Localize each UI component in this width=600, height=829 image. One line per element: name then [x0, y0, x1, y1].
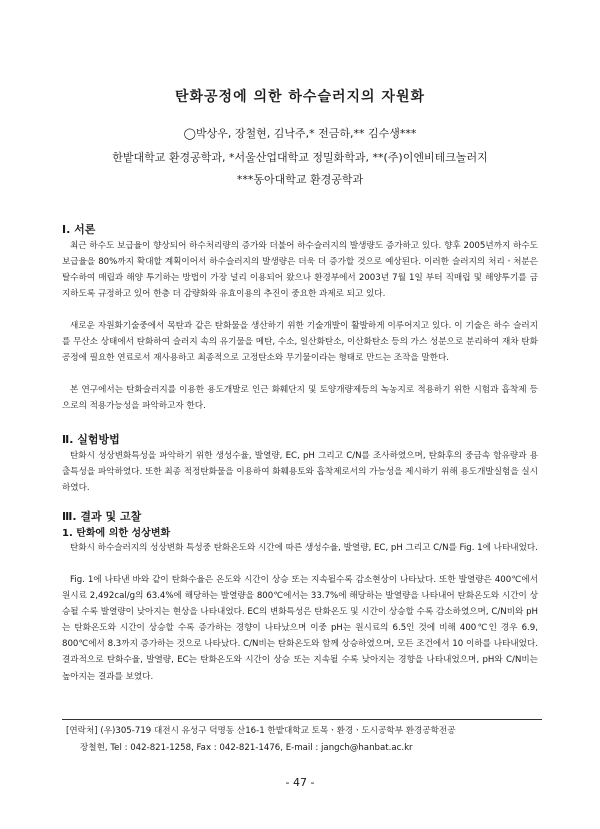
affiliation-line-1: 한밭대학교 환경공학과, *서울산업대학교 정밀화학과, **(주)이엔비테크놀러지 [112, 151, 488, 164]
methods-heading: Ⅱ. 실험방법 [62, 433, 120, 446]
results-subheading: 1. 탄화에 의한 성상변화 [62, 528, 171, 539]
intro-paragraph-2: 새로운 자원화기술중에서 목탄과 같은 탄화물을 생산하기 위한 기술개발이 활발하게 이루어지고 있다. 이 기술은 하수 슬러지를 무산소 상태에서 탄화하여 슬러지 속의 유기물을 메탄, 수소, 일산화탄소, 이산화탄소 등의 가스 성분으로 분리하여 재차 탄화공정에 필요한 연료로서 재사용하고 최종적으로 고정탄소와 무기물이라는 형태로 만드는 조작을 말한다. [62, 321, 538, 364]
author-list: ◯박상우, 장철현, 김낙주,* 전금하,** 김수생*** [183, 127, 417, 140]
affiliation-line-2: ***동아대학교 환경공학과 [236, 173, 364, 186]
results-paragraph-2: Fig. 1에 나타낸 바와 같이 탄화수율은 온도와 시간이 상승 또는 지속될수록 감소현상이 나타났다. 또한 발열량은 400℃에서 원시료 2,492cal/g의 63.4%에 해당하는 발열량을 800℃에서는 33.7%에 해당하는 발열량을 나타내어 탄화온도와 시간이 상승될 수록 발열량이 낮아지는 현상을 나타내었다. EC의 변화특성은 탄화온도 및 시간이 상승할 수록 감소하였으며, C/N비와 pH는 탄화온도와 시간이 상승할 수록 증가하는 경향이 나타났으며 이중 pH는 원시료의 6.5인 것에 비해 400℃인 경우 6.9, 800℃에서 8.3까지 증가하는 것으로 나타났다. C/N비는 탄화온도와 함께 상승하였으며, 모든 조건에서 10 이하를 나타내었다. 결과적으로 탄화수율, 발열량, EC는 탄화온도와 시간이 상승 또는 지속될 수록 낮아지는 경향을 나타내었으며, pH와 C/N비는 높아지는 결과를 보였다. [62, 575, 538, 682]
footer-divider [62, 719, 542, 720]
paper-title: 탄화공정에 의한 하수슬러지의 자원화 [174, 89, 425, 105]
intro-heading: Ⅰ. 서론 [62, 223, 96, 236]
intro-paragraph-3: 본 연구에서는 탄화슬러지를 이용한 용도개발로 인근 화훼단지 및 토양개량제등의 녹농지로 적용하기 위한 시험과 흡착제 등으로의 적용가능성을 파악하고자 한다. [62, 385, 538, 412]
intro-paragraph-1: 최근 하수도 보급율이 향상되어 하수처리량의 증가와 더불어 하수슬러지의 발생량도 증가하고 있다. 향후 2005년까지 하수도 보급율을 80%까지 확대할 계획이어서 하수슬러지의 발생량은 더욱 더 증가할 것으로 예상된다. 이러한 슬러지의 처리ㆍ처분은 탈수하여 매립과 해양 투기하는 방법이 가장 널리 이용되어 왔으나 환경부에서 2003년 7월 1일 부터 직매립 및 해양투기를 금지하도록 규정하고 있어 한층 더 감량화와 유효이용의 추진이 중요한 과제로 되고 있다. [62, 241, 538, 300]
contact-line-1: [연락처] (우)305-719 대전시 유성구 덕명동 산16-1 한밭대학교 토목ㆍ환경ㆍ도시공학부 환경공학전공 [66, 726, 456, 736]
contact-line-2: 장철현, Tel : 042-821-1258, Fax : 042-821-1476, E-mail : jangch@hanbat.ac.kr [80, 743, 413, 753]
results-paragraph-1: 탄화시 하수슬러지의 성상변화 특성중 탄화온도와 시간에 따른 생성수율, 발열량, EC, pH 그리고 C/N를 Fig. 1에 나타내었다. [70, 543, 538, 553]
results-heading: Ⅲ. 결과 및 고찰 [62, 510, 142, 523]
methods-paragraph-1: 탄화시 성상변화특성을 파악하기 위한 생성수율, 발열량, EC, pH 그리고 C/N를 조사하였으며, 탄화후의 중금속 함유량과 용출특성을 파악하였다. 또한 최종 적정탄화물을 이용하여 화훼용토와 흡착제로서의 가능성을 제시하기 위해 용도개발실험을 실시하였다. [62, 451, 538, 494]
page-number: - 47 - [285, 776, 315, 789]
